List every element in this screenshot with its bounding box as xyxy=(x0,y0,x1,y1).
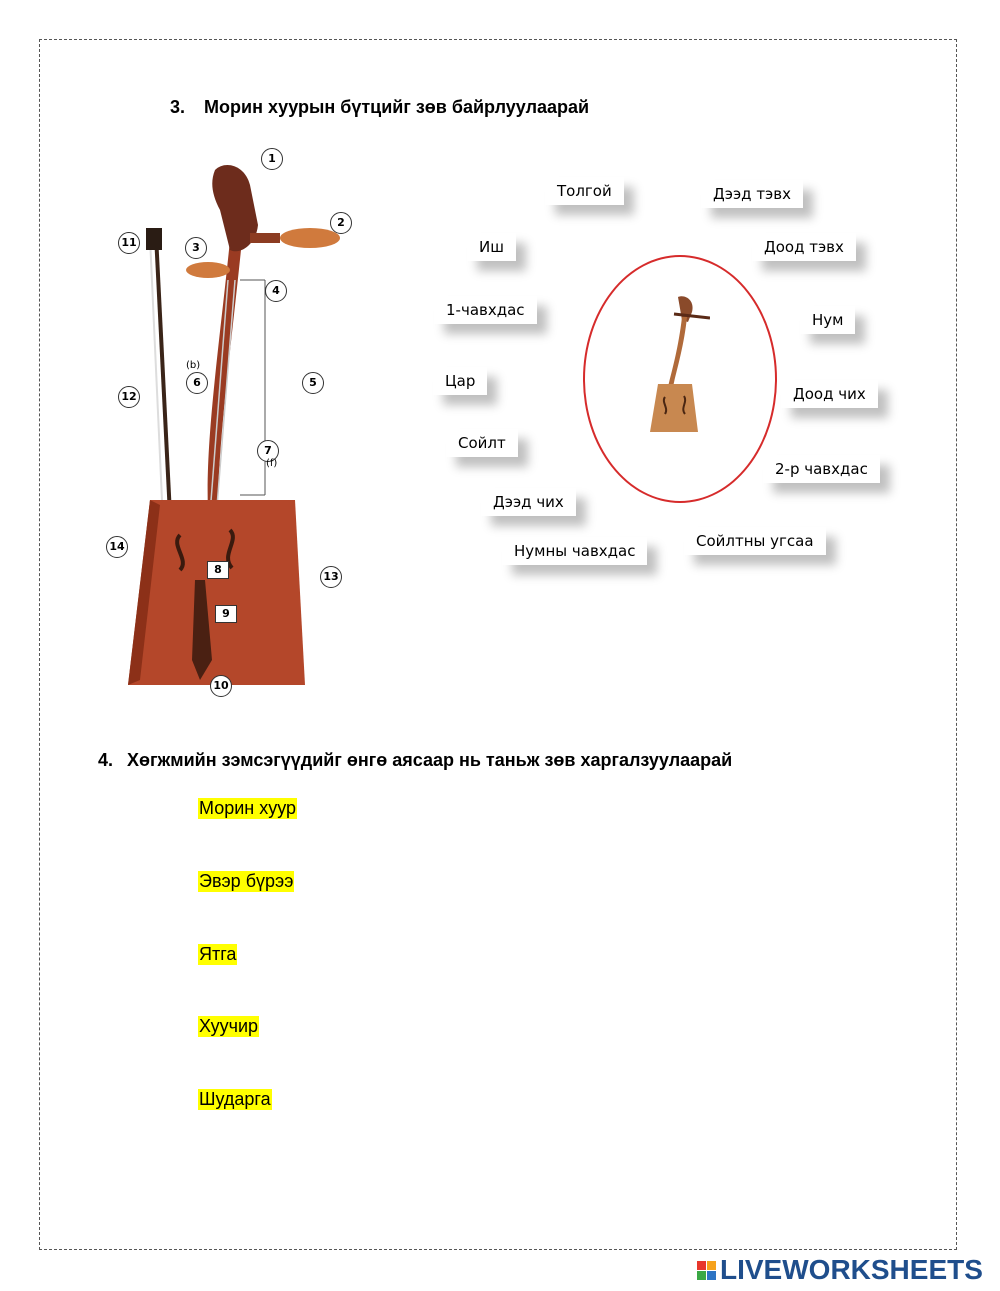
question-3-title xyxy=(170,97,589,118)
callout-12: 12 xyxy=(118,386,140,408)
question-3-number: 3. xyxy=(170,97,186,117)
instrument-yatga: Ятга xyxy=(199,944,237,964)
callout-1: 1 xyxy=(261,148,283,170)
callout-3: 3 xyxy=(185,237,207,259)
label-deed-tevh[interactable]: Дээд тэвх xyxy=(701,180,803,208)
callout-6: 6 xyxy=(186,372,208,394)
small-morin-khuur-image xyxy=(640,292,710,437)
logo-blocks-icon xyxy=(697,1261,716,1280)
question-4-text: Хөгжмийн зэмсэгүүдийг өнгө аясаар нь таньж зөв харгалзуулаарай xyxy=(127,750,733,770)
instrument-ever-buree: Эвэр бүрээ xyxy=(199,871,294,891)
callout-4: 4 xyxy=(265,280,287,302)
label-deed-chih[interactable]: Дээд чих xyxy=(481,488,576,516)
label-2r-chavhdas[interactable]: 2-р чавхдас xyxy=(763,455,880,483)
question-4-title xyxy=(98,750,732,771)
label-ish[interactable]: Иш xyxy=(467,233,516,261)
callout-5: 5 xyxy=(302,372,324,394)
callout-13: 13 xyxy=(320,566,342,588)
callout-11: 11 xyxy=(118,232,140,254)
callout-8: 8 xyxy=(207,561,229,579)
label-dood-chih[interactable]: Доод чих xyxy=(781,380,878,408)
callout-9: 9 xyxy=(215,605,237,623)
callout-10: 10 xyxy=(210,675,232,697)
callout-b: (b) xyxy=(186,360,201,371)
question-4-number: 4. xyxy=(98,750,114,770)
label-tsar[interactable]: Цар xyxy=(433,367,487,395)
question-3-text: Морин хуурын бүтцийг зөв байрлуулаарай xyxy=(204,97,590,117)
liveworksheets-logo xyxy=(697,1253,983,1287)
label-1-chavhdas[interactable]: 1-чавхдас xyxy=(434,296,537,324)
instrument-shudarga: Шударга xyxy=(199,1089,271,1109)
label-soiltny-ugsaa[interactable]: Сойлтны угсаа xyxy=(684,527,826,555)
label-numny-chavhdas[interactable]: Нумны чавхдас xyxy=(502,537,647,565)
morin-khuur-diagram xyxy=(80,140,380,725)
logo-text: LIVEWORKSHEETS xyxy=(720,1254,983,1285)
callout-7: 7 xyxy=(257,440,279,462)
instrument-huuchir: Хуучир xyxy=(199,1016,259,1036)
callout-2: 2 xyxy=(330,212,352,234)
label-dood-tevh[interactable]: Доод тэвх xyxy=(752,233,856,261)
label-soilt[interactable]: Сойлт xyxy=(446,429,518,457)
callout-f: (f) xyxy=(266,458,278,469)
callout-14: 14 xyxy=(106,536,128,558)
label-num[interactable]: Нум xyxy=(800,306,855,334)
label-tolgoi[interactable]: Толгой xyxy=(545,177,624,205)
instrument-morin-khuur: Морин хуур xyxy=(199,798,297,818)
